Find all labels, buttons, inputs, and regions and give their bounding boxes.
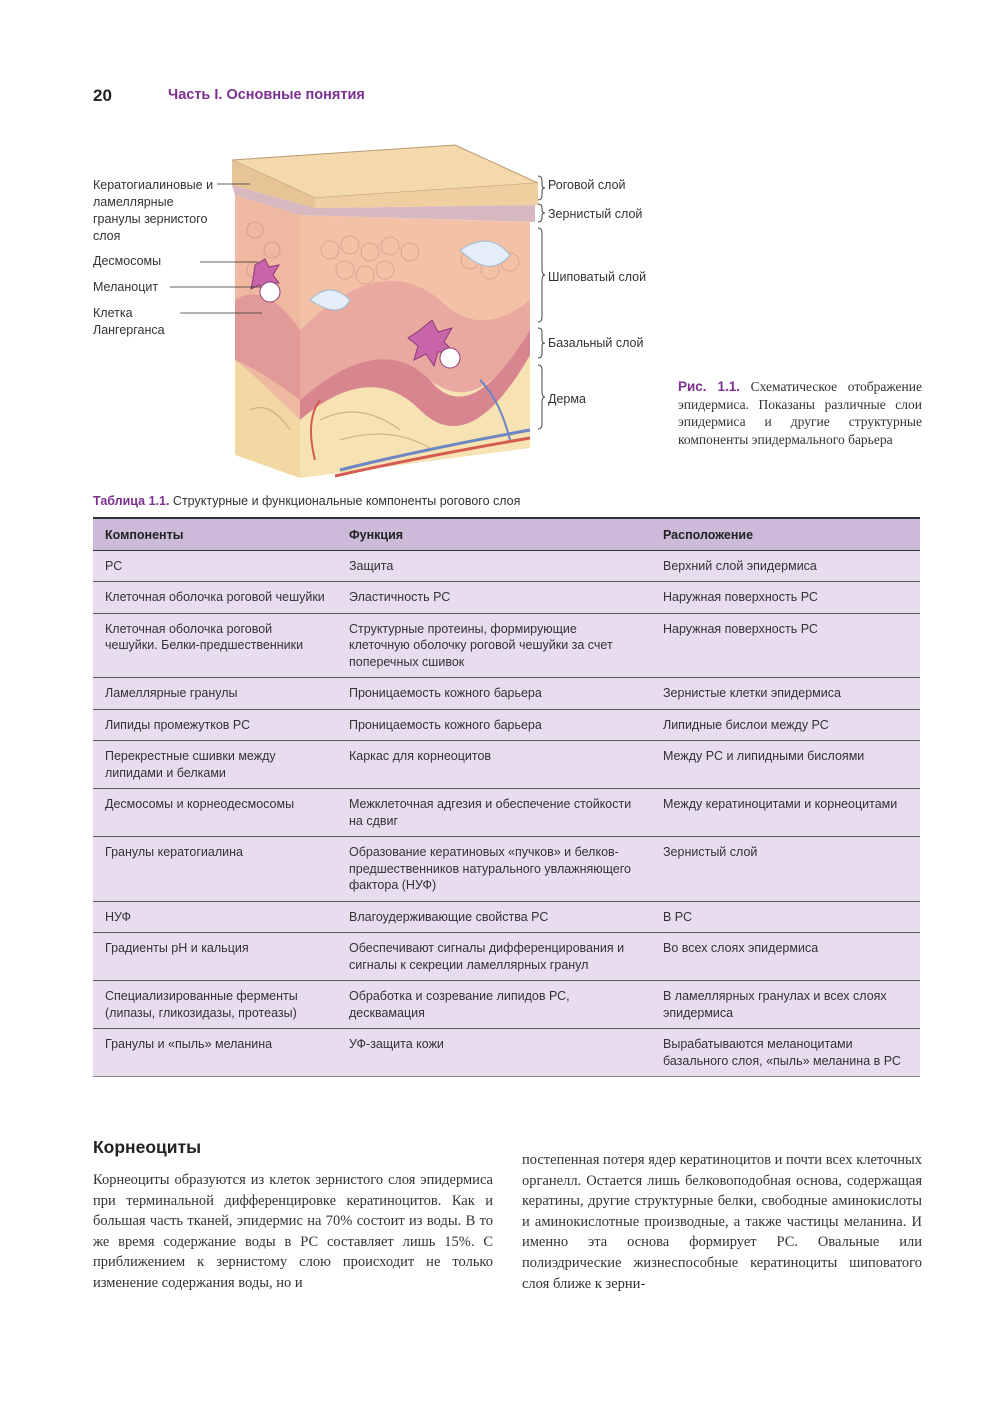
table-row: [93, 837, 920, 902]
table-row: [93, 789, 920, 837]
label-stratum-corneum: Роговой слой: [548, 178, 626, 192]
cell-location: В ламеллярных гранулах и всех слоях эпидермиса: [651, 981, 920, 1029]
figure-caption: [678, 378, 922, 448]
cell-function: УФ-защита кожи: [337, 1029, 651, 1077]
section-heading: Корнеоциты: [93, 1137, 202, 1157]
cell-location: Во всех слоях эпидермиса: [651, 933, 920, 981]
body-text-left: Корнеоциты образуются из клеток зернистого слоя эпидермиса при терминальной дифференцировке кератиноцитов. Как и большая часть тканей, эпидермис на 70% состоит из воды. В то же время содержание воды в РС составляет лишь 15%. С приближением к зернистому слою происходит не только изменение содержания воды, но и: [93, 1172, 493, 1291]
cell-component: Клеточная оболочка роговой чешуйки. Белки-предшественники: [93, 613, 337, 678]
cell-component: Специализированные ферменты (липазы, гликозидазы, протеазы): [93, 981, 337, 1029]
label-stratum-basale: Базальный слой: [548, 336, 644, 350]
cell-location: Наружная поверхность РС: [651, 613, 920, 678]
cell-function: Образование кератиновых «пучков» и белков-предшественников натурального увлажняющего фактора (НУФ): [337, 837, 651, 902]
header-components: Компоненты: [93, 518, 337, 550]
header-location: Расположение: [651, 518, 920, 550]
cell-component: Ламеллярные гранулы: [93, 678, 337, 710]
header-function: Функция: [337, 518, 651, 550]
table-row: [93, 582, 920, 614]
table-row: [93, 613, 920, 678]
label-langerhans-cell: Клетка Лангерганса: [93, 306, 165, 337]
cell-function: Защита: [337, 550, 651, 582]
label-keratohyalin-granules: Кератогиалиновые и ламеллярные гранулы зернистого слоя: [93, 178, 214, 243]
cell-location: Между кератиноцитами и корнеоцитами: [651, 789, 920, 837]
table-row: [93, 678, 920, 710]
cell-component: Гранулы и «пыль» меланина: [93, 1029, 337, 1077]
cell-component: Клеточная оболочка роговой чешуйки: [93, 582, 337, 614]
label-stratum-spinosum: Шиповатый слой: [548, 270, 647, 284]
table-row: [93, 1029, 920, 1077]
cell-location: Вырабатываются меланоцитами базального слоя, «пыль» меланина в РС: [651, 1029, 920, 1077]
cell-location: Между РС и липидными бислоями: [651, 741, 920, 789]
cell-component: Градиенты pH и кальция: [93, 933, 337, 981]
cell-function: Проницаемость кожного барьера: [337, 678, 651, 710]
label-dermis: Дерма: [548, 392, 586, 406]
table-row: [93, 933, 920, 981]
cell-component: Перекрестные сшивки между липидами и белками: [93, 741, 337, 789]
cell-location: Наружная поверхность РС: [651, 582, 920, 614]
components-table: [93, 517, 920, 1077]
cell-location: Липидные бислои между РС: [651, 709, 920, 741]
label-melanocyte: Меланоцит: [93, 280, 159, 294]
cell-function: Влагоудерживающие свойства РС: [337, 901, 651, 933]
body-text-right: постепенная потеря ядер кератиноцитов и почти всех клеточных органелл. Остается лишь белковоподобная основа, содержащая кератины, другие структурные белки, свободные аминокислоты и аминокислотные производные, а также частицы меланина. И именно эта основа формирует РС. Овальные или полиэдрические жизнеспособные кератиноциты шиповатого слоя ближе к зерни-: [522, 1152, 922, 1292]
cell-function: Межклеточная адгезия и обеспечение стойкости на сдвиг: [337, 789, 651, 837]
cell-component: Гранулы кератогиалина: [93, 837, 337, 902]
cell-location: В РС: [651, 901, 920, 933]
cell-component: НУФ: [93, 901, 337, 933]
caption-label: Рис. 1.1.: [678, 379, 741, 394]
cell-location: Зернистый слой: [651, 837, 920, 902]
cell-component: Десмосомы и корнеодесмосомы: [93, 789, 337, 837]
running-title: Часть I. Основные понятия: [168, 87, 365, 103]
page-number: 20: [93, 86, 112, 105]
table-row: [93, 709, 920, 741]
caption-text: Схематическое отображение эпидермиса. Показаны различные слои эпидермиса и другие структурные компоненты эпидермального барьера: [678, 379, 922, 447]
epidermis-figure: [0, 0, 1000, 490]
table-title: [93, 494, 520, 508]
cell-location: Верхний слой эпидермиса: [651, 550, 920, 582]
table-row: [93, 981, 920, 1029]
cell-function: Каркас для корнеоцитов: [337, 741, 651, 789]
table-title-label: Таблица 1.1.: [93, 494, 170, 508]
table-row: [93, 550, 920, 582]
table-header-row: [93, 518, 920, 550]
cell-location: Зернистые клетки эпидермиса: [651, 678, 920, 710]
cell-function: Структурные протеины, формирующие клеточную оболочку роговой чешуйки за счет поперечных сшивок: [337, 613, 651, 678]
label-desmosomes: Десмосомы: [93, 254, 162, 268]
table-title-text: Структурные и функциональные компоненты рогового слоя: [172, 494, 521, 508]
cell-component: РС: [93, 550, 337, 582]
table-row: [93, 741, 920, 789]
cell-component: Липиды промежутков РС: [93, 709, 337, 741]
cell-function: Проницаемость кожного барьера: [337, 709, 651, 741]
label-stratum-granulosum: Зернистый слой: [548, 207, 643, 221]
cell-function: Обработка и созревание липидов РС, десквамация: [337, 981, 651, 1029]
cell-function: Обеспечивают сигналы дифференцирования и сигналы к секреции ламеллярных гранул: [337, 933, 651, 981]
table-row: [93, 901, 920, 933]
cell-function: Эластичность РС: [337, 582, 651, 614]
